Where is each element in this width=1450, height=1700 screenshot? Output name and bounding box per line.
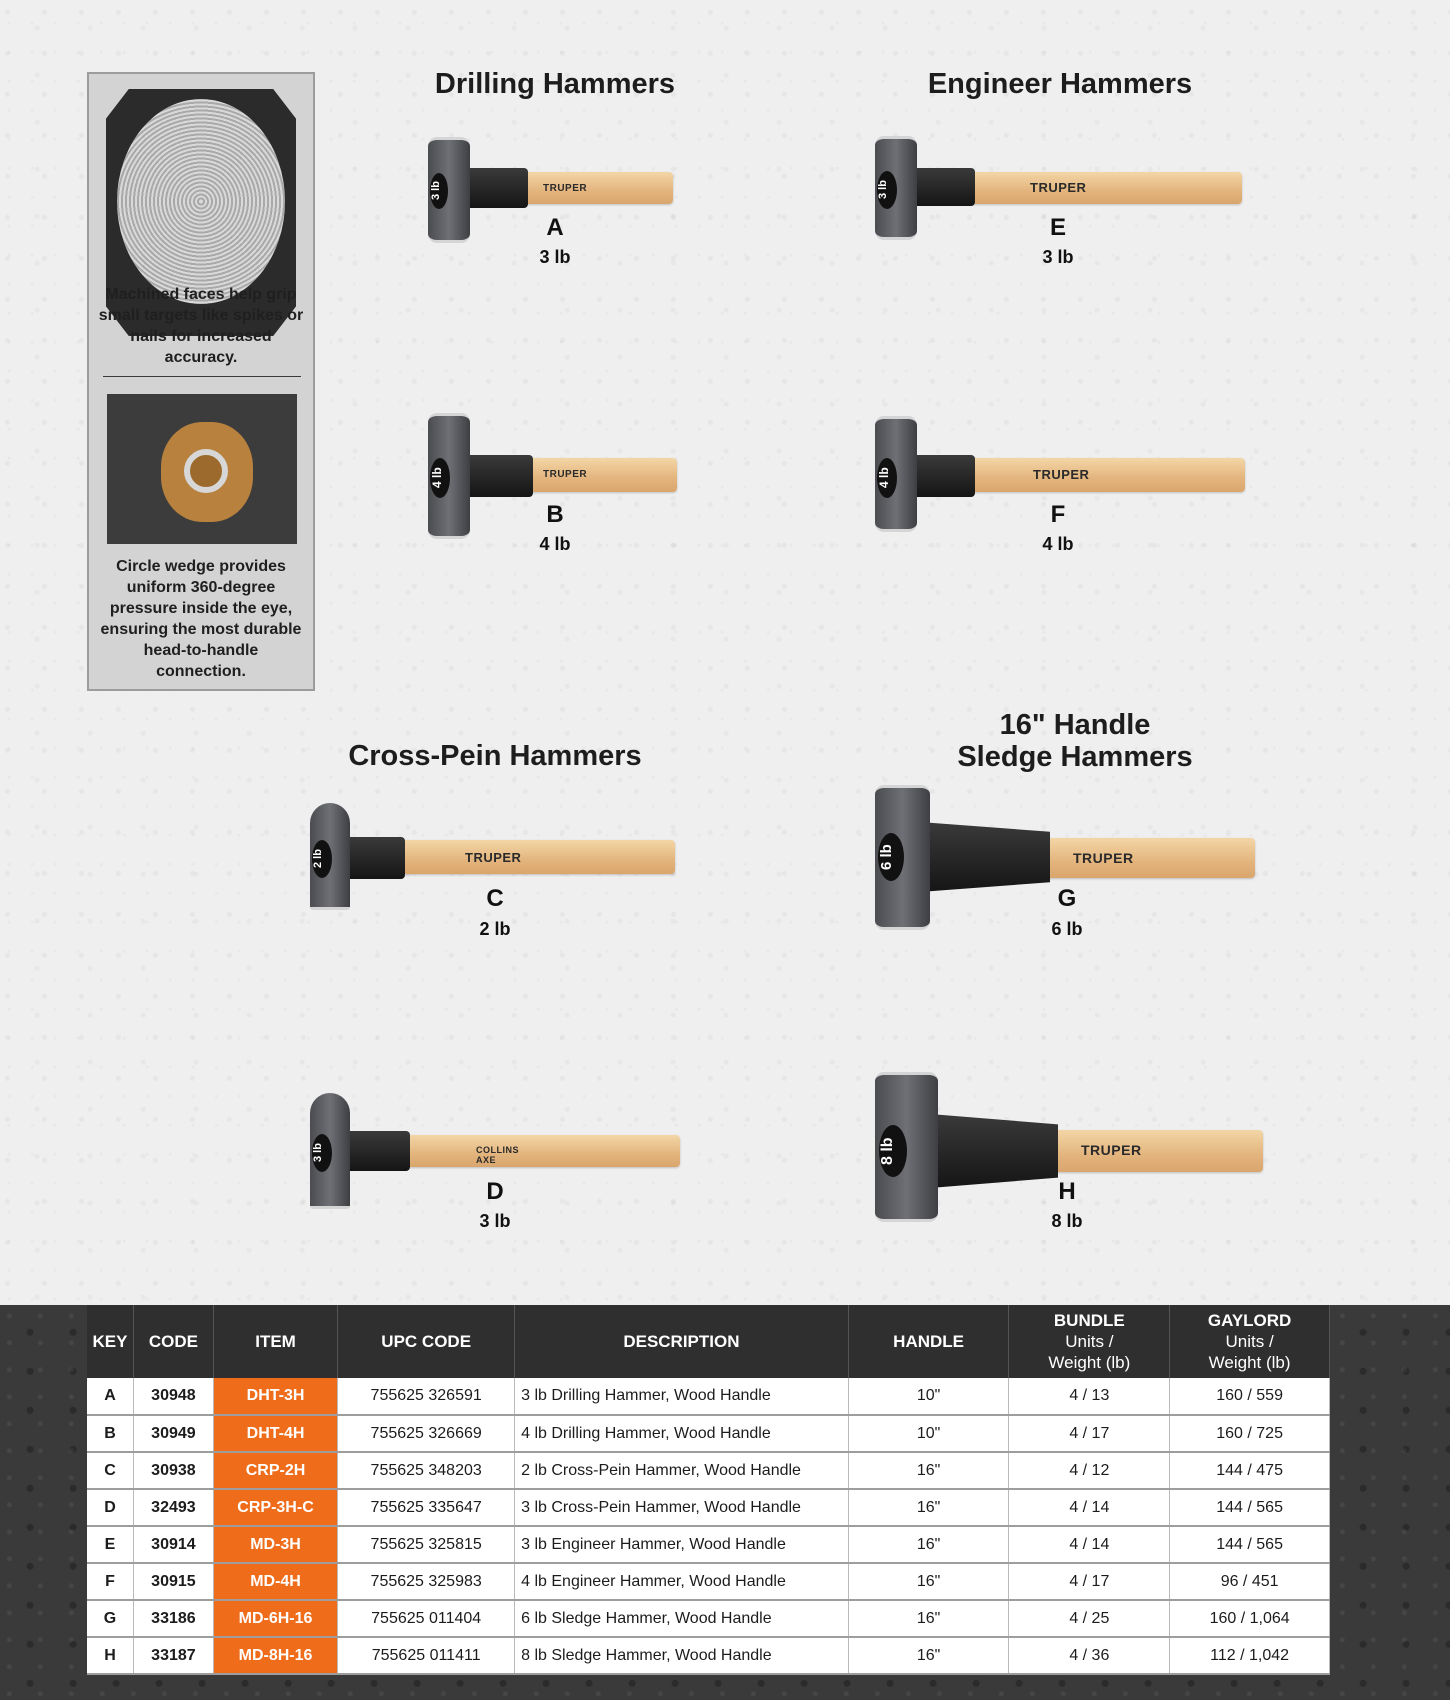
cell-key: E [87, 1526, 134, 1563]
cell-description: 4 lb Engineer Hammer, Wood Handle [515, 1563, 849, 1600]
table-row [87, 1415, 1330, 1452]
cell-description: 2 lb Cross-Pein Hammer, Wood Handle [515, 1452, 849, 1489]
bundle-title: BUNDLE [1053, 1311, 1125, 1330]
cell-bundle: 4 / 14 [1009, 1489, 1170, 1526]
cell-gaylord: 144 / 565 [1170, 1489, 1330, 1526]
cell-gaylord: 96 / 451 [1170, 1563, 1330, 1600]
machined-face-caption: Machined faces help grip small targets like spikes or nails for increased accuracy. [98, 286, 304, 366]
brand-label: TRUPER [1073, 850, 1134, 866]
header-code: CODE [134, 1305, 214, 1378]
cell-upc: 755625 348203 [338, 1452, 515, 1489]
weight-badge: 3 lb [312, 1134, 332, 1172]
cell-code: 33186 [134, 1600, 214, 1637]
weight-badge: 6 lb [878, 833, 904, 881]
hammer-key: H [1058, 1178, 1076, 1205]
gaylord-sub2: Weight (lb) [1208, 1353, 1291, 1372]
cell-key: H [87, 1637, 134, 1674]
weight-badge: 3 lb [430, 173, 448, 209]
cell-gaylord: 112 / 1,042 [1170, 1637, 1330, 1674]
cell-item: MD-4H [213, 1563, 337, 1600]
weight-badge: 4 lb [877, 458, 897, 498]
hammer-weight: 4 lb [539, 534, 571, 554]
cell-code: 33187 [134, 1637, 214, 1674]
cell-code: 30938 [134, 1452, 214, 1489]
cell-bundle: 4 / 17 [1009, 1563, 1170, 1600]
table-row [87, 1452, 1330, 1489]
cell-item: CRP-3H-C [213, 1489, 337, 1526]
hammer-weight: 3 lb [1042, 247, 1074, 267]
cell-handle: 16" [848, 1600, 1009, 1637]
cell-upc: 755625 326591 [338, 1378, 515, 1415]
header-upc: UPC CODE [338, 1305, 515, 1378]
sledge-title-line2: Sledge Hammers [957, 741, 1193, 773]
hammer-weight: 6 lb [1051, 919, 1083, 939]
cell-key: C [87, 1452, 134, 1489]
weight-badge: 3 lb [877, 171, 897, 209]
hammer-key: F [1050, 501, 1066, 528]
cell-description: 8 lb Sledge Hammer, Wood Handle [515, 1637, 849, 1674]
header-key: KEY [87, 1305, 134, 1378]
cell-description: 3 lb Engineer Hammer, Wood Handle [515, 1526, 849, 1563]
cell-key: F [87, 1563, 134, 1600]
cell-gaylord: 144 / 475 [1170, 1452, 1330, 1489]
circle-wedge-image [107, 394, 297, 544]
hammer-weight: 3 lb [479, 1211, 511, 1231]
gaylord-sub1: Units / [1225, 1332, 1274, 1351]
hammer-key: G [1057, 885, 1077, 912]
cell-handle: 10" [848, 1415, 1009, 1452]
cell-handle: 16" [848, 1526, 1009, 1563]
cell-description: 6 lb Sledge Hammer, Wood Handle [515, 1600, 849, 1637]
table-row [87, 1563, 1330, 1600]
cell-upc: 755625 011404 [338, 1600, 515, 1637]
hammer-key: C [486, 885, 504, 912]
sledge-title-line1: 16" Handle [999, 709, 1151, 741]
cell-code: 30914 [134, 1526, 214, 1563]
cell-bundle: 4 / 13 [1009, 1378, 1170, 1415]
feature-sidebar [87, 72, 315, 691]
weight-badge: 2 lb [312, 840, 332, 878]
cell-item: DHT-4H [213, 1415, 337, 1452]
cell-code: 30949 [134, 1415, 214, 1452]
header-handle: HANDLE [848, 1305, 1009, 1378]
table-row [87, 1378, 1330, 1415]
circle-wedge-caption: Circle wedge provides uniform 360-degree pressure inside the eye, ensuring the most durable head-to-handle connection. [100, 558, 302, 680]
cell-upc: 755625 011411 [338, 1637, 515, 1674]
sledge-hammers-title [920, 709, 1230, 773]
cell-upc: 755625 325815 [338, 1526, 515, 1563]
hammer-key: D [486, 1178, 504, 1205]
cell-key: D [87, 1489, 134, 1526]
table-row [87, 1600, 1330, 1637]
cell-description: 3 lb Cross-Pein Hammer, Wood Handle [515, 1489, 849, 1526]
cell-upc: 755625 326669 [338, 1415, 515, 1452]
cell-upc: 755625 335647 [338, 1489, 515, 1526]
cell-item: MD-3H [213, 1526, 337, 1563]
cell-key: B [87, 1415, 134, 1452]
cell-bundle: 4 / 14 [1009, 1526, 1170, 1563]
table-row [87, 1637, 1330, 1674]
cell-handle: 16" [848, 1452, 1009, 1489]
cell-bundle: 4 / 36 [1009, 1637, 1170, 1674]
hammer-weight: 3 lb [539, 247, 571, 267]
cell-gaylord: 160 / 725 [1170, 1415, 1330, 1452]
table-row [87, 1526, 1330, 1563]
cell-bundle: 4 / 12 [1009, 1452, 1170, 1489]
cell-code: 30948 [134, 1378, 214, 1415]
cell-key: A [87, 1378, 134, 1415]
engineer-hammers-title: Engineer Hammers [927, 68, 1193, 100]
hammer-key: A [546, 214, 564, 241]
cell-item: CRP-2H [213, 1452, 337, 1489]
cell-description: 3 lb Drilling Hammer, Wood Handle [515, 1378, 849, 1415]
brand-label: TRUPER [465, 850, 522, 865]
cell-upc: 755625 325983 [338, 1563, 515, 1600]
cell-handle: 16" [848, 1563, 1009, 1600]
header-description: DESCRIPTION [515, 1305, 849, 1378]
hammer-weight: 2 lb [479, 919, 511, 939]
hammer-key: E [1049, 214, 1066, 241]
cross-pein-hammers-title: Cross-Pein Hammers [348, 740, 642, 772]
table-header-row [87, 1305, 1330, 1378]
cell-gaylord: 160 / 1,064 [1170, 1600, 1330, 1637]
weight-badge: 8 lb [879, 1125, 907, 1177]
table-row [87, 1489, 1330, 1526]
sidebar-divider [103, 376, 301, 377]
hammer-weight: 8 lb [1051, 1211, 1083, 1231]
weight-badge: 4 lb [430, 458, 450, 498]
hammer-weight: 4 lb [1042, 534, 1074, 554]
cell-description: 4 lb Drilling Hammer, Wood Handle [515, 1415, 849, 1452]
cell-item: MD-6H-16 [213, 1600, 337, 1637]
cell-handle: 16" [848, 1489, 1009, 1526]
brand-label: TRUPER [543, 469, 588, 480]
drilling-hammers-title: Drilling Hammers [434, 68, 676, 100]
cell-bundle: 4 / 17 [1009, 1415, 1170, 1452]
cell-handle: 16" [848, 1637, 1009, 1674]
bundle-sub2: Weight (lb) [1048, 1353, 1131, 1372]
cell-gaylord: 160 / 559 [1170, 1378, 1330, 1415]
cell-handle: 10" [848, 1378, 1009, 1415]
header-bundle [1009, 1305, 1170, 1378]
cell-item: MD-8H-16 [213, 1637, 337, 1674]
bundle-sub1: Units / [1065, 1332, 1114, 1351]
cell-key: G [87, 1600, 134, 1637]
spec-table [87, 1305, 1330, 1675]
brand-label: TRUPER [543, 183, 588, 194]
cell-bundle: 4 / 25 [1009, 1600, 1170, 1637]
brand-label: TRUPER [1033, 467, 1090, 482]
header-item: ITEM [213, 1305, 337, 1378]
brand-label: TRUPER [1081, 1142, 1142, 1158]
header-gaylord [1170, 1305, 1330, 1378]
cell-code: 30915 [134, 1563, 214, 1600]
cell-item: DHT-3H [213, 1378, 337, 1415]
cell-gaylord: 144 / 565 [1170, 1526, 1330, 1563]
brand-label: TRUPER [1030, 180, 1087, 195]
gaylord-title: GAYLORD [1207, 1311, 1292, 1330]
cell-code: 32493 [134, 1489, 214, 1526]
hammer-key: B [546, 501, 564, 528]
brand-label: COLLINS AXE [476, 1145, 519, 1165]
